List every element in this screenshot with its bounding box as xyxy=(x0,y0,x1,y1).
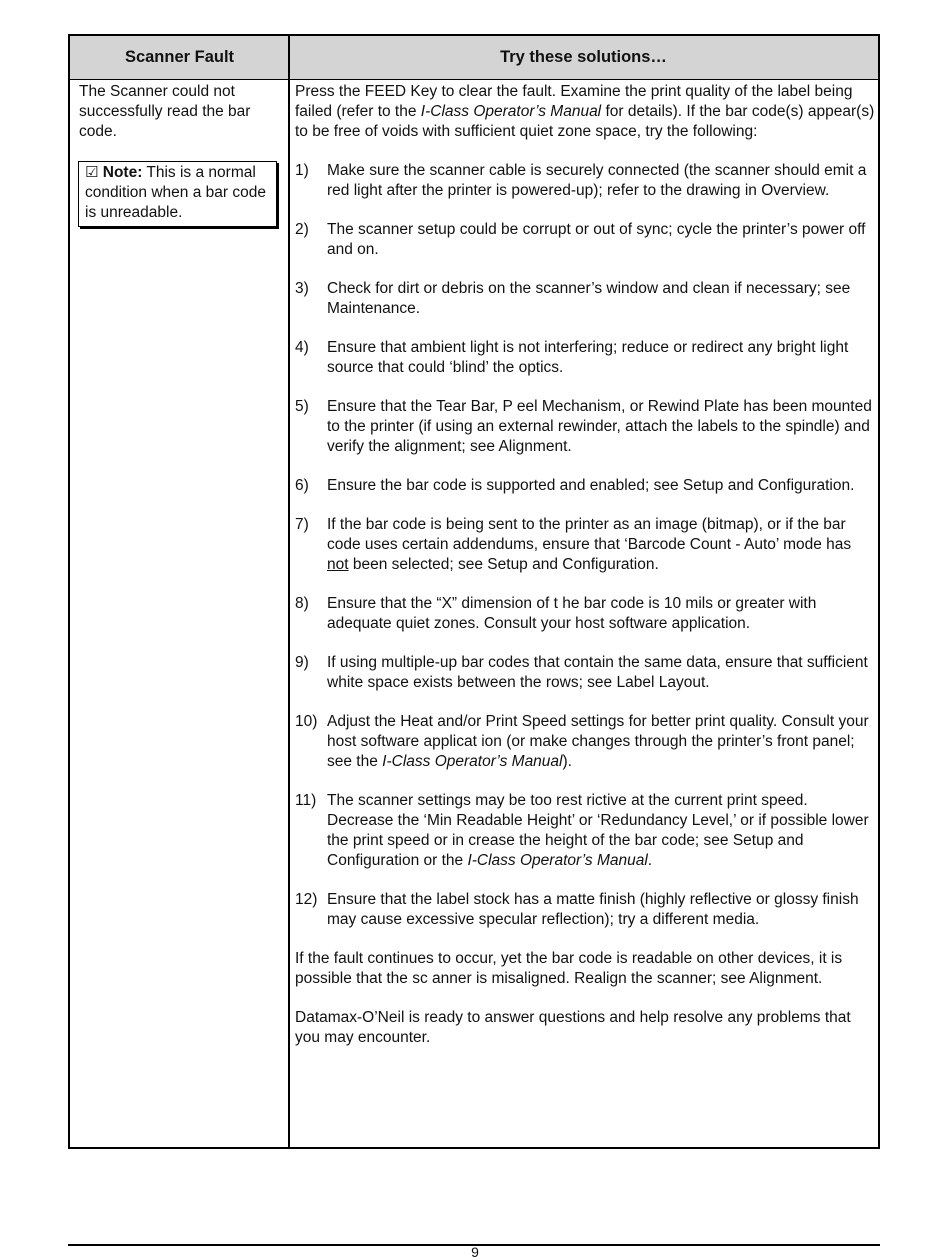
solution-text: If using multiple-up bar codes that contain the same data, ensure that sufficient white space exists between the rows; see Label Layout. xyxy=(327,654,868,691)
solution-number: 2) xyxy=(295,221,309,238)
solution-item xyxy=(295,220,875,260)
solution-number: 8) xyxy=(295,595,309,612)
solution-item xyxy=(295,476,875,496)
solution-number: 3) xyxy=(295,280,309,297)
solution-item xyxy=(295,712,875,772)
fault-description: The Scanner could not successfully read the bar code. xyxy=(79,83,251,140)
solution-item xyxy=(295,397,875,457)
note-box xyxy=(78,161,277,227)
solutions-cell xyxy=(295,82,875,1048)
solution-number: 9) xyxy=(295,654,309,671)
solution-text: The scanner settings may be too rest rictive at the current print speed. Decrease the ‘Min Readable Height’ or ‘Redundancy Level,’ or if possible lower the print speed or in crease the height of the bar code; see Setup and Configuration or the xyxy=(327,792,869,869)
solution-item xyxy=(295,161,875,201)
header-try-solutions: Try these solutions… xyxy=(500,48,667,66)
page-number: 9 xyxy=(471,1244,479,1260)
table-header-row xyxy=(70,36,878,80)
solution-text: Ensure that the “X” dimension of t he bar code is 10 mils or greater with adequate quiet zones. Consult your host software application. xyxy=(327,595,817,632)
solution-number: 4) xyxy=(295,339,309,356)
solution-text: Ensure that the Tear Bar, P eel Mechanism, or Rewind Plate has been mounted to the printer (if using an external rewinder, attach the labels to the spindle) and verify the alignment; see Alignment. xyxy=(327,398,872,455)
solution-item xyxy=(295,279,875,319)
solution-number: 10) xyxy=(295,713,318,730)
solution-item xyxy=(295,594,875,634)
solution-text: Make sure the scanner cable is securely connected (the scanner should emit a red light after the printer is powered-up); refer to the drawing in Overview. xyxy=(327,162,867,199)
solution-number: 5) xyxy=(295,398,309,415)
solution-text-end: been selected; see Setup and Configuration. xyxy=(348,556,659,573)
solution-text-end: ). xyxy=(562,753,572,770)
solution-number: 12) xyxy=(295,891,318,908)
solution-item xyxy=(295,791,875,871)
header-scanner-fault: Scanner Fault xyxy=(124,48,235,66)
solution-number: 6) xyxy=(295,477,309,494)
solution-number: 1) xyxy=(295,162,309,179)
note-label: Note: xyxy=(102,164,143,181)
solution-text: The scanner setup could be corrupt or out of sync; cycle the printer’s power off and on. xyxy=(327,221,866,258)
solution-number: 11) xyxy=(295,792,317,809)
solution-item xyxy=(295,890,875,930)
solution-number: 7) xyxy=(295,516,309,533)
solution-text: Ensure the bar code is supported and enabled; see Setup and Configuration. xyxy=(327,477,855,494)
solution-item xyxy=(295,515,875,575)
column-divider xyxy=(288,36,290,1147)
manual-title: I-Class Operator’s Manual xyxy=(467,852,648,869)
emphasis-not: not xyxy=(327,556,349,573)
checkbox-icon: ☑ xyxy=(85,164,99,181)
note-text: This is a normal condition when a bar code is unreadable. xyxy=(85,164,266,221)
intro-text-end: for details). If the bar code(s) appear(s) to be free of voids with sufficient quiet zone space, try the following: xyxy=(295,103,875,140)
solution-item xyxy=(295,338,875,378)
solution-text: Check for dirt or debris on the scanner’s window and clean if necessary; see Maintenance. xyxy=(327,280,851,317)
fault-cell xyxy=(79,82,283,142)
solution-text: Ensure that ambient light is not interfering; reduce or redirect any bright light source that could ‘blind’ the optics. xyxy=(327,339,849,376)
outro-paragraph: If the fault continues to occur, yet the bar code is readable on other devices, it is possible that the sc anner is misaligned. Realign the scanner; see Alignment. xyxy=(295,950,843,987)
intro-text: Press the FEED Key to clear the fault. Examine the print quality of the label being failed (refer to the xyxy=(295,83,853,120)
manual-title: I-Class Operator’s Manual xyxy=(382,753,563,770)
intro-paragraph xyxy=(295,82,875,142)
manual-title: I-Class Operator’s Manual xyxy=(420,103,602,120)
solution-text: Adjust the Heat and/or Print Speed settings for better print quality. Consult your host software applicat ion (or make changes through the printer’s front panel; see the xyxy=(327,713,869,770)
contact-paragraph: Datamax-O’Neil is ready to answer questions and help resolve any problems that you may encounter. xyxy=(295,1009,851,1046)
solution-text: Ensure that the label stock has a matte finish (highly reflective or glossy finish may cause excessive specular reflection); try a different media. xyxy=(327,891,859,928)
solution-text: If the bar code is being sent to the printer as an image (bitmap), or if the bar code uses certain addendums, ensure that ‘Barcode Count - Auto’ mode has xyxy=(327,516,852,553)
scanner-fault-table xyxy=(68,34,880,1149)
solution-text-end: . xyxy=(647,852,653,869)
solution-item xyxy=(295,653,875,693)
